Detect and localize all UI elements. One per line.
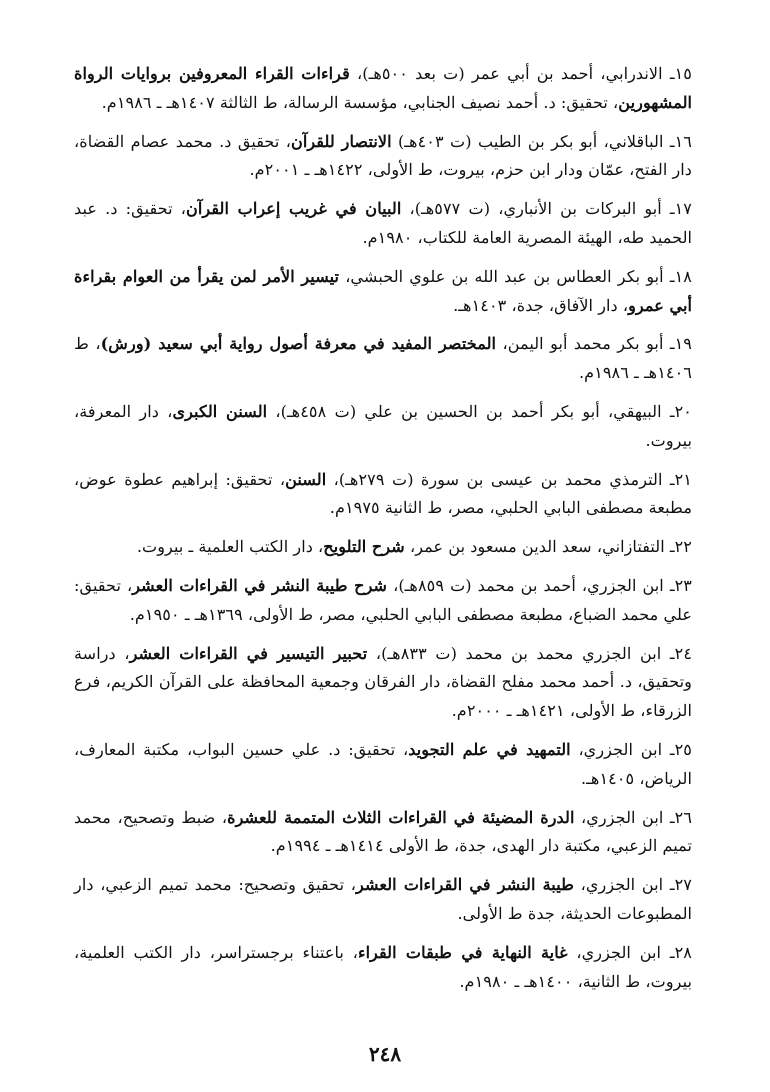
reference-entry xyxy=(74,128,692,186)
reference-author: ابن الجزري، xyxy=(567,942,670,962)
reference-number: ٢٣ـ xyxy=(669,575,692,595)
reference-author: التفتازاني، سعد الدين مسعود بن عمر، xyxy=(404,537,670,557)
reference-author: البيهقي، أبو بكر أحمد بن الحسين بن علي (ت ٤٥٨هـ)، xyxy=(267,401,670,421)
reference-details: ، تحقيق د. محمد عصام القضاة، دار الفتح، عمّان ودار ابن حزم، بيروت، ط الأولى، ١٤٢٢هـ ـ ٢٠٠١م. xyxy=(74,131,692,180)
reference-author: ابن الجزري، xyxy=(574,807,670,827)
reference-entry xyxy=(74,466,692,524)
reference-details: ، باعتناء برجستراسر، دار الكتب العلمية، بيروت، ط الثانية، ١٤٠٠هـ ـ ١٩٨٠م. xyxy=(74,942,692,991)
reference-title: السنن xyxy=(285,469,327,489)
reference-author: الترمذي محمد بن عيسى بن سورة (ت ٢٧٩هـ)، xyxy=(326,469,670,489)
reference-title: تحبير التيسير في القراءات العشر xyxy=(129,643,368,663)
reference-title: شرح التلويح xyxy=(323,537,405,557)
reference-title: الدرة المضيئة في القراءات الثلاث المتممة للعشرة xyxy=(227,807,575,827)
reference-title: المختصر المفيد في معرفة أصول رواية أبي سعيد (ورش) xyxy=(100,334,497,354)
page-number: ٢٤٨ xyxy=(368,1042,402,1066)
reference-author: ابن الجزري، xyxy=(573,875,670,895)
reference-details: ، تحقيق: إبراهيم عطوة عوض، مطبعة مصطفى البابي الحلبي، مصر، ط الثانية ١٩٧٥م. xyxy=(74,469,692,518)
reference-number: ٢٢ـ xyxy=(669,537,692,557)
reference-details: ، دراسة وتحقيق، د. أحمد محمد مفلح القضاة، دار الفرقان وجمعية المحافظة على القرآن الكريم، فرع الزرقاء، ط الأولى، ١٤٢١هـ ـ ٢٠٠٠م. xyxy=(74,643,692,721)
reference-entry xyxy=(74,398,692,456)
reference-number: ٢٠ـ xyxy=(669,401,692,421)
reference-author: ابن الجزري، أحمد بن محمد (ت ٨٥٩هـ)، xyxy=(387,575,670,595)
reference-title: طيبة النشر في القراءات العشر xyxy=(356,875,574,895)
reference-number: ١٩ـ xyxy=(669,334,692,354)
reference-author: ابن الجزري، xyxy=(570,739,670,759)
reference-entry xyxy=(74,195,692,253)
reference-entry xyxy=(74,804,692,862)
reference-title: الانتصار للقرآن xyxy=(290,131,392,151)
reference-number: ٢٨ـ xyxy=(669,942,692,962)
reference-title: غاية النهاية في طبقات القراء xyxy=(357,942,568,962)
reference-author: الباقلاني، أبو بكر بن الطيب (ت ٤٠٣هـ) xyxy=(391,131,670,151)
reference-entry xyxy=(74,736,692,794)
reference-details: ، ضبط وتصحيح، محمد تميم الزعبي، مكتبة دار الهدى، جدة، ط الأولى ١٤١٤هـ ـ ١٩٩٤م. xyxy=(74,807,692,856)
reference-details: ، تحقيق وتصحيح: محمد تميم الزعبي، دار المطبوعات الحديثة، جدة ط الأولى. xyxy=(74,875,692,923)
reference-number: ٢٥ـ xyxy=(669,739,692,759)
reference-entry xyxy=(74,640,692,726)
reference-title: شرح طيبة النشر في القراءات العشر xyxy=(132,575,388,595)
reference-title: تيسير الأمر لمن يقرأ من العوام بقراءة أبي عمرو xyxy=(74,266,692,315)
reference-details: ، تحقيق: د. علي حسين البواب، مكتبة المعارف، الرياض، ١٤٠٥هـ. xyxy=(74,739,692,788)
reference-details: ، ط ١٤٠٦هـ ـ ١٩٨٦م. xyxy=(74,334,692,383)
reference-author: ابن الجزري محمد بن محمد (ت ٨٣٣هـ)، xyxy=(367,643,670,663)
reference-title: السنن الكبرى xyxy=(172,401,268,421)
reference-details: ، تحقيق: د. أحمد نصيف الجنابي، مؤسسة الرسالة، ط الثالثة ١٤٠٧هـ ـ ١٩٨٦م. xyxy=(101,92,619,112)
reference-entry xyxy=(74,871,692,929)
reference-number: ١٥ـ xyxy=(669,64,692,83)
reference-details: ، دار المعرفة، بيروت. xyxy=(74,401,692,450)
reference-number: ٢٤ـ xyxy=(669,643,693,663)
reference-entry xyxy=(74,572,692,630)
reference-details: ، تحقيق: علي محمد الضباع، مطبعة مصطفى البابي الحلبي، مصر، ط الأولى، ١٣٦٩هـ ـ ١٩٥٠م. xyxy=(74,575,692,624)
reference-number: ٢٦ـ xyxy=(669,807,693,827)
references-list xyxy=(74,60,692,1006)
reference-title: التمهيد في علم التجويد xyxy=(408,739,571,759)
reference-details: ، دار الكتب العلمية ـ بيروت. xyxy=(136,537,324,557)
reference-number: ١٧ـ xyxy=(669,199,692,219)
reference-number: ١٨ـ xyxy=(669,266,692,286)
reference-title: قراءات القراء المعروفين بروايات الرواة المشهورين xyxy=(74,64,692,112)
reference-number: ٢١ـ xyxy=(669,469,692,489)
reference-entry xyxy=(74,330,692,388)
reference-details: ، دار الآفاق، جدة، ١٤٠٣هـ. xyxy=(453,295,629,315)
reference-entry xyxy=(74,939,692,997)
reference-number: ١٦ـ xyxy=(669,131,692,151)
reference-entry xyxy=(74,533,692,562)
reference-number: ٢٧ـ xyxy=(669,875,692,895)
reference-author: أبو البركات بن الأنباري، (ت ٥٧٧هـ)، xyxy=(401,199,670,219)
reference-entry xyxy=(74,263,692,321)
reference-details: ، تحقيق: د. عبد الحميد طه، الهيئة المصرية العامة للكتاب، ١٩٨٠م. xyxy=(74,199,692,247)
reference-author: أبو بكر محمد أبو اليمن، xyxy=(496,334,670,354)
reference-author: أبو بكر العطاس بن عبد الله بن علوي الحبشي، xyxy=(339,266,670,286)
reference-title: البيان في غريب إعراب القرآن xyxy=(186,199,402,219)
reference-author: الاندرابي، أحمد بن أبي عمر (ت بعد ٥٠٠هـ)، xyxy=(349,64,670,83)
reference-entry xyxy=(74,60,692,118)
